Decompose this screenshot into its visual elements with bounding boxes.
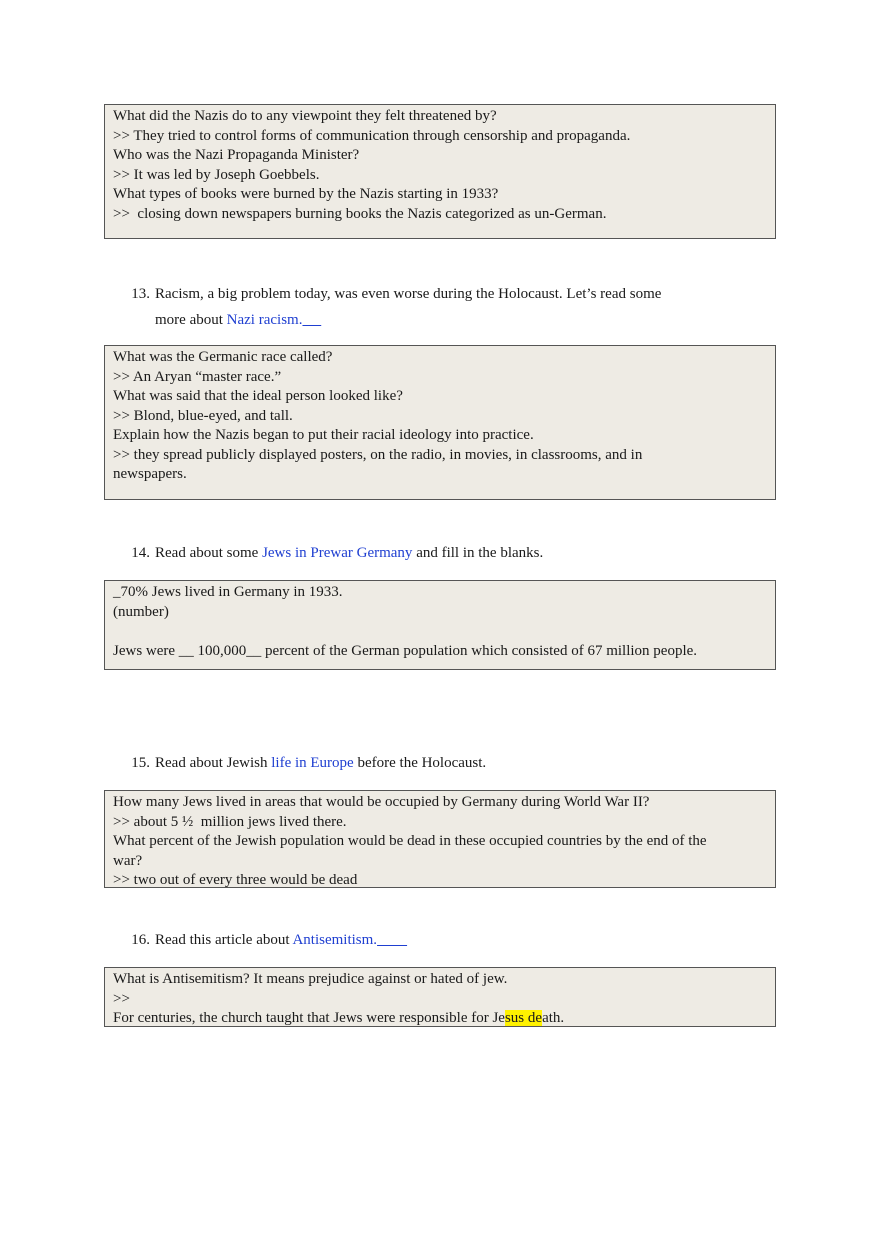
text-line: What was the Germanic race called? — [113, 349, 333, 365]
question-14 — [124, 543, 543, 563]
blank-line — [113, 622, 767, 642]
text-line: >> — [113, 990, 130, 1007]
answer-box-13 — [104, 345, 776, 500]
question-number: 15. — [131, 755, 150, 771]
question-13 — [124, 284, 661, 304]
answer-box-14 — [104, 580, 776, 670]
text-line: For centuries, the church taught that Jews were responsible for Jesus death. — [113, 1010, 565, 1026]
question-text: and fill in the blanks. — [412, 545, 544, 561]
text-line: (number) — [113, 603, 169, 620]
text-line: What did the Nazis do to any viewpoint they felt threatened by? — [113, 108, 497, 124]
question-text: Read about Jewish — [155, 755, 272, 771]
text-line: >> about 5 ½ million jews lived there. — [113, 813, 347, 830]
highlighted-text: sus de — [504, 1010, 543, 1026]
link-text: Nazi racism. — [226, 312, 303, 328]
text-line: >> They tried to control forms of communication through censorship and propaganda. — [113, 127, 631, 144]
text-line: What is Antisemitism? It means prejudice against or hated of jew. — [113, 971, 508, 987]
text-line: What was said that the ideal person looked like? — [113, 388, 403, 404]
text-line: newspapers. — [113, 466, 187, 482]
text-line: >> An Aryan “master race.” — [113, 368, 282, 385]
text-line: What types of books were burned by the Nazis starting in 1933? — [113, 186, 499, 202]
question-13-line-2 — [155, 310, 321, 330]
question-text: Racism, a big problem today, was even worse during the Holocaust. Let’s read some — [155, 286, 662, 302]
answer-box-16 — [104, 967, 776, 1027]
jews-in-prewar-germany-link[interactable]: Jews in Prewar Germany — [262, 545, 413, 561]
text-line: _70% Jews lived in Germany in 1933. — [113, 584, 343, 600]
antisemitism-link[interactable] — [292, 932, 407, 948]
question-text: Read about some — [155, 545, 263, 561]
text-line: >> two out of every three would be dead — [113, 872, 358, 888]
text-line: >> they spread publicly displayed posters, on the radio, in movies, in classrooms, and in — [113, 446, 643, 463]
question-15 — [124, 753, 486, 773]
question-number: 14. — [131, 545, 150, 561]
link-text: Antisemitism. — [292, 932, 378, 948]
answer-box-12 — [104, 104, 776, 239]
text-line: Jews were __ 100,000__ percent of the German population which consisted of 67 million people. — [113, 642, 698, 659]
text-line: How many Jews lived in areas that would be occupied by Germany during World War II? — [113, 794, 650, 810]
text-line: war? — [113, 852, 143, 869]
text-line: >> closing down newspapers burning books the Nazis categorized as un-German. — [113, 205, 607, 222]
question-text: before the Holocaust. — [353, 755, 487, 771]
text-line: Who was the Nazi Propaganda Minister? — [113, 147, 360, 163]
text-line: >> Blond, blue-eyed, and tall. — [113, 407, 293, 424]
question-number: 16. — [131, 932, 150, 948]
text-line: >> It was led by Joseph Goebbels. — [113, 166, 320, 183]
answer-box-15 — [104, 790, 776, 888]
question-16 — [124, 930, 407, 950]
question-number: 13. — [131, 286, 150, 302]
question-text: Read this article about — [155, 932, 293, 948]
life-in-europe-link[interactable]: life in Europe — [271, 755, 354, 771]
nazi-racism-link[interactable] — [227, 312, 322, 328]
text-line: What percent of the Jewish population would be dead in these occupied countries by the end of the — [113, 833, 707, 849]
question-text: more about — [155, 312, 227, 328]
text-line: Explain how the Nazis began to put their racial ideology into practice. — [113, 427, 534, 443]
